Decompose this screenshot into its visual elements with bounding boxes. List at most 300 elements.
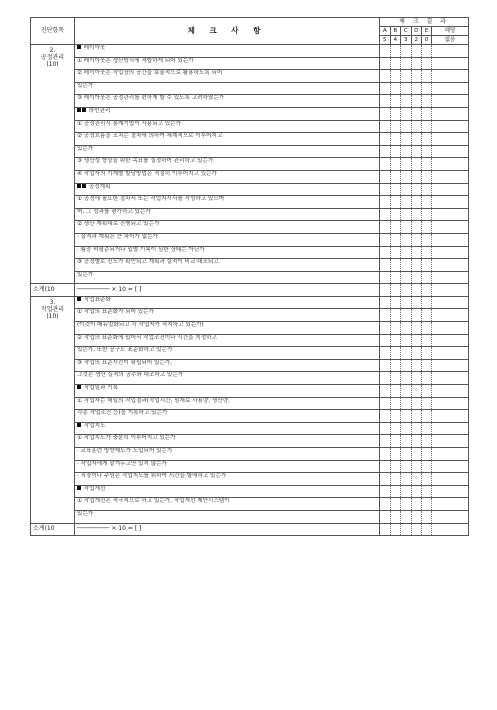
- subtotal-formula: ───────── × 10 = [ ]: [75, 284, 380, 297]
- check-cell[interactable]: [432, 170, 469, 183]
- check-cell[interactable]: [422, 473, 432, 486]
- section-field: [31, 45, 75, 284]
- subtotal-label: 소계(10: [31, 523, 75, 536]
- check-cell[interactable]: [390, 334, 401, 347]
- check-cell[interactable]: [432, 296, 469, 309]
- check-cell[interactable]: [422, 460, 432, 473]
- check-cell[interactable]: [432, 233, 469, 246]
- check-cell[interactable]: [422, 397, 432, 410]
- check-cell[interactable]: [422, 133, 432, 146]
- check-cell[interactable]: [380, 221, 391, 234]
- check-cell[interactable]: [390, 510, 401, 523]
- check-cell[interactable]: [411, 498, 422, 511]
- check-cell[interactable]: [432, 359, 469, 372]
- check-cell[interactable]: [422, 170, 432, 183]
- check-cell[interactable]: [411, 460, 422, 473]
- check-cell[interactable]: [401, 120, 412, 133]
- check-cell[interactable]: [390, 82, 401, 95]
- check-cell[interactable]: [432, 422, 469, 435]
- subtotal-label: 소계(10: [31, 284, 75, 297]
- checklist-row: [31, 259, 469, 272]
- check-cell[interactable]: [380, 70, 391, 83]
- check-cell[interactable]: [432, 246, 469, 259]
- check-cell[interactable]: [422, 95, 432, 108]
- check-cell[interactable]: [401, 410, 412, 423]
- checklist-item: [75, 221, 380, 234]
- check-cell[interactable]: [390, 435, 401, 448]
- check-cell[interactable]: [401, 347, 412, 360]
- checklist-item: [75, 322, 380, 335]
- check-cell[interactable]: [390, 196, 401, 209]
- checklist-item: [75, 196, 380, 209]
- check-cell[interactable]: [411, 523, 422, 536]
- check-cell[interactable]: [380, 133, 391, 146]
- check-cell[interactable]: [432, 183, 469, 196]
- check-cell[interactable]: [411, 133, 422, 146]
- bullet-square-icon: [82, 108, 86, 112]
- check-cell[interactable]: [380, 473, 391, 486]
- bullet-square-icon: [77, 385, 81, 389]
- check-cell[interactable]: [411, 170, 422, 183]
- check-cell[interactable]: [422, 271, 432, 284]
- check-cell[interactable]: [401, 284, 412, 297]
- check-cell[interactable]: [380, 233, 391, 246]
- check-cell[interactable]: [432, 448, 469, 461]
- check-cell[interactable]: [422, 385, 432, 398]
- check-cell[interactable]: [401, 422, 412, 435]
- check-cell[interactable]: [422, 284, 432, 297]
- check-cell[interactable]: [380, 485, 391, 498]
- check-cell[interactable]: [411, 372, 422, 385]
- check-cell[interactable]: [401, 359, 412, 372]
- check-cell[interactable]: [411, 221, 422, 234]
- check-cell[interactable]: [411, 82, 422, 95]
- check-cell[interactable]: [380, 385, 391, 398]
- check-cell[interactable]: [411, 233, 422, 246]
- check-cell[interactable]: [422, 309, 432, 322]
- check-cell[interactable]: [390, 397, 401, 410]
- check-cell[interactable]: [380, 448, 391, 461]
- check-cell[interactable]: [422, 45, 432, 58]
- checklist-item: [75, 259, 380, 272]
- check-cell[interactable]: [422, 372, 432, 385]
- check-cell[interactable]: [422, 448, 432, 461]
- check-cell[interactable]: [411, 422, 422, 435]
- check-cell[interactable]: [390, 448, 401, 461]
- check-cell[interactable]: [380, 422, 391, 435]
- check-cell[interactable]: [422, 485, 432, 498]
- check-cell[interactable]: [380, 347, 391, 360]
- item-text: 있는가: [77, 510, 94, 517]
- header-row-1: [31, 18, 469, 27]
- checklist-row: [31, 448, 469, 461]
- check-cell[interactable]: [432, 385, 469, 398]
- checklist-item: [75, 233, 380, 246]
- checklist-item: [75, 435, 380, 448]
- check-cell[interactable]: [380, 296, 391, 309]
- check-cell[interactable]: [411, 45, 422, 58]
- check-cell[interactable]: [390, 372, 401, 385]
- check-cell[interactable]: [432, 45, 469, 58]
- check-cell[interactable]: [390, 347, 401, 360]
- check-cell[interactable]: [432, 485, 469, 498]
- check-cell[interactable]: [422, 347, 432, 360]
- check-cell[interactable]: [390, 158, 401, 171]
- check-cell[interactable]: [401, 221, 412, 234]
- check-cell[interactable]: [432, 120, 469, 133]
- check-cell[interactable]: [411, 435, 422, 448]
- check-cell[interactable]: [390, 233, 401, 246]
- check-cell[interactable]: [380, 284, 391, 297]
- checklist-item: [75, 448, 380, 461]
- check-cell[interactable]: [411, 309, 422, 322]
- checklist-row: [31, 435, 469, 448]
- check-cell[interactable]: [380, 95, 391, 108]
- check-cell[interactable]: [411, 158, 422, 171]
- check-cell[interactable]: [422, 322, 432, 335]
- check-cell[interactable]: [401, 448, 412, 461]
- check-cell[interactable]: [401, 196, 412, 209]
- checklist-row: [31, 233, 469, 246]
- check-cell[interactable]: [411, 271, 422, 284]
- check-cell[interactable]: [422, 145, 432, 158]
- check-cell[interactable]: [390, 145, 401, 158]
- check-cell[interactable]: [422, 208, 432, 221]
- check-cell[interactable]: [432, 57, 469, 70]
- checklist-row: [31, 107, 469, 120]
- checklist-item: [75, 372, 380, 385]
- check-cell[interactable]: [401, 246, 412, 259]
- check-cell[interactable]: [380, 410, 391, 423]
- checklist-item: [75, 296, 380, 309]
- check-cell[interactable]: [380, 397, 391, 410]
- check-cell[interactable]: [432, 271, 469, 284]
- item-text: ② 공정흐름을 조치는 절차에 의하여 체계적으로 이루어지고: [77, 133, 223, 140]
- item-heading: 작업일과 기록: [82, 385, 118, 392]
- check-cell[interactable]: [411, 397, 422, 410]
- check-cell[interactable]: [411, 359, 422, 372]
- check-cell[interactable]: [380, 45, 391, 58]
- check-cell[interactable]: [401, 322, 412, 335]
- check-cell[interactable]: [390, 359, 401, 372]
- item-text: ① 작업자는 매일의 작업결과(작업시간, 원재료 사용량, 생산량,: [77, 397, 230, 404]
- check-cell[interactable]: [380, 120, 391, 133]
- checklist-row: [31, 145, 469, 158]
- checklist-item: [75, 397, 380, 410]
- check-cell[interactable]: [401, 485, 412, 498]
- item-text: 있는가: [77, 145, 94, 152]
- checklist-row: [31, 82, 469, 95]
- check-cell[interactable]: [411, 183, 422, 196]
- item-heading: 라인관리: [87, 107, 111, 114]
- check-cell[interactable]: [401, 208, 412, 221]
- check-cell[interactable]: [401, 145, 412, 158]
- checklist-item: [75, 271, 380, 284]
- check-cell[interactable]: [401, 385, 412, 398]
- check-cell[interactable]: [390, 284, 401, 297]
- check-cell[interactable]: [422, 435, 432, 448]
- check-cell[interactable]: [380, 57, 391, 70]
- check-cell[interactable]: [401, 523, 412, 536]
- check-cell[interactable]: [390, 221, 401, 234]
- check-cell[interactable]: [401, 133, 412, 146]
- check-cell[interactable]: [422, 334, 432, 347]
- checklist-item: [75, 57, 380, 70]
- check-cell[interactable]: [422, 246, 432, 259]
- check-cell[interactable]: [432, 410, 469, 423]
- check-cell[interactable]: [380, 246, 391, 259]
- check-cell[interactable]: [422, 158, 432, 171]
- checklist-row: [31, 45, 469, 58]
- check-cell[interactable]: [411, 485, 422, 498]
- check-cell[interactable]: [432, 82, 469, 95]
- checklist-item: [75, 510, 380, 523]
- item-text: 각종 작업조건 등)을 기록하고 있는가: [77, 410, 168, 417]
- checklist-item: [75, 359, 380, 372]
- check-cell[interactable]: [390, 385, 401, 398]
- checklist-row: [31, 246, 469, 259]
- checklist-item: [75, 120, 380, 133]
- check-cell[interactable]: [390, 485, 401, 498]
- item-text: ② 생산 계획대로 진행되고 있는가: [77, 221, 160, 228]
- check-cell[interactable]: [432, 221, 469, 234]
- check-cell[interactable]: [390, 246, 401, 259]
- check-cell[interactable]: [411, 410, 422, 423]
- check-cell[interactable]: [411, 196, 422, 209]
- section-field: [31, 296, 75, 523]
- bullet-square-icon: [82, 184, 86, 188]
- section-weight: (10): [46, 60, 59, 68]
- item-text: 있는가: [77, 82, 94, 89]
- checklist-item: [75, 208, 380, 221]
- check-cell[interactable]: [401, 473, 412, 486]
- check-cell[interactable]: [432, 284, 469, 297]
- check-cell[interactable]: [380, 82, 391, 95]
- check-cell[interactable]: [401, 372, 412, 385]
- check-cell[interactable]: [401, 45, 412, 58]
- check-cell[interactable]: [411, 246, 422, 259]
- check-cell[interactable]: [432, 133, 469, 146]
- check-cell[interactable]: [411, 296, 422, 309]
- section-weight: (10): [46, 312, 59, 320]
- check-cell[interactable]: [401, 435, 412, 448]
- bullet-square-icon: [77, 108, 81, 112]
- check-cell[interactable]: [380, 460, 391, 473]
- check-cell[interactable]: [411, 120, 422, 133]
- check-cell[interactable]: [401, 271, 412, 284]
- checklist-item: [75, 498, 380, 511]
- check-cell[interactable]: [422, 296, 432, 309]
- check-cell[interactable]: [432, 523, 469, 536]
- items-header: 체 크 사 항: [75, 18, 380, 45]
- check-cell[interactable]: [432, 435, 469, 448]
- check-cell[interactable]: [432, 473, 469, 486]
- check-cell[interactable]: [422, 120, 432, 133]
- check-cell[interactable]: [390, 95, 401, 108]
- check-cell[interactable]: [401, 95, 412, 108]
- check-cell[interactable]: [390, 120, 401, 133]
- check-cell[interactable]: [380, 183, 391, 196]
- check-cell[interactable]: [411, 95, 422, 108]
- check-cell[interactable]: [422, 233, 432, 246]
- check-cell[interactable]: [432, 259, 469, 272]
- check-cell[interactable]: [380, 170, 391, 183]
- check-cell[interactable]: [422, 82, 432, 95]
- check-cell[interactable]: [390, 309, 401, 322]
- check-cell[interactable]: [432, 196, 469, 209]
- check-cell[interactable]: [432, 145, 469, 158]
- check-cell[interactable]: [390, 422, 401, 435]
- check-cell[interactable]: [411, 510, 422, 523]
- check-cell[interactable]: [422, 259, 432, 272]
- check-cell[interactable]: [411, 385, 422, 398]
- check-cell[interactable]: [422, 498, 432, 511]
- check-cell[interactable]: [432, 347, 469, 360]
- field-header: 진단항목: [31, 18, 75, 45]
- check-cell[interactable]: [401, 309, 412, 322]
- check-cell[interactable]: [422, 359, 432, 372]
- check-cell[interactable]: [432, 322, 469, 335]
- check-cell[interactable]: [380, 498, 391, 511]
- check-cell[interactable]: [432, 334, 469, 347]
- check-cell[interactable]: [401, 510, 412, 523]
- item-text: ③ 생산성 향상을 위한 목표를 설정하여 관리하고 있는가: [77, 158, 214, 165]
- check-cell[interactable]: [411, 259, 422, 272]
- checklist-row: [31, 372, 469, 385]
- check-cell[interactable]: [401, 107, 412, 120]
- checklist-row: [31, 334, 469, 347]
- check-cell[interactable]: [411, 145, 422, 158]
- check-cell[interactable]: [401, 82, 412, 95]
- check-cell[interactable]: [380, 523, 391, 536]
- check-cell[interactable]: [411, 347, 422, 360]
- check-cell[interactable]: [401, 296, 412, 309]
- check-cell[interactable]: [401, 498, 412, 511]
- bullet-square-icon: [77, 297, 81, 301]
- check-cell[interactable]: [401, 397, 412, 410]
- check-cell[interactable]: [380, 208, 391, 221]
- check-cell[interactable]: [422, 183, 432, 196]
- check-cell[interactable]: [411, 473, 422, 486]
- check-cell[interactable]: [390, 183, 401, 196]
- check-cell[interactable]: [401, 183, 412, 196]
- check-cell[interactable]: [422, 57, 432, 70]
- check-cell[interactable]: [390, 460, 401, 473]
- check-cell[interactable]: [380, 145, 391, 158]
- check-cell[interactable]: [432, 70, 469, 83]
- check-cell[interactable]: [401, 170, 412, 183]
- check-cell[interactable]: [390, 133, 401, 146]
- check-cell[interactable]: [390, 498, 401, 511]
- check-cell[interactable]: [390, 473, 401, 486]
- check-cell[interactable]: [422, 410, 432, 423]
- check-cell[interactable]: [432, 309, 469, 322]
- check-cell[interactable]: [380, 107, 391, 120]
- check-cell[interactable]: [390, 208, 401, 221]
- check-cell[interactable]: [401, 57, 412, 70]
- check-cell[interactable]: [432, 208, 469, 221]
- item-text: ① 레이아웃은 생산방식에 적합하게 되어 있는가: [77, 57, 194, 64]
- check-cell[interactable]: [411, 284, 422, 297]
- check-cell[interactable]: [401, 233, 412, 246]
- checklist-row: [31, 57, 469, 70]
- check-cell[interactable]: [411, 334, 422, 347]
- check-cell[interactable]: [390, 70, 401, 83]
- check-cell[interactable]: [380, 372, 391, 385]
- check-cell[interactable]: [380, 435, 391, 448]
- check-cell[interactable]: [432, 372, 469, 385]
- check-cell[interactable]: [380, 271, 391, 284]
- check-cell[interactable]: [380, 309, 391, 322]
- check-cell[interactable]: [422, 70, 432, 83]
- check-cell[interactable]: [390, 271, 401, 284]
- check-cell[interactable]: [422, 510, 432, 523]
- check-cell[interactable]: [422, 523, 432, 536]
- check-cell[interactable]: [432, 158, 469, 171]
- check-cell[interactable]: [380, 359, 391, 372]
- check-cell[interactable]: [422, 196, 432, 209]
- check-cell[interactable]: [401, 70, 412, 83]
- check-cell[interactable]: [411, 107, 422, 120]
- checklist-item: [75, 334, 380, 347]
- check-cell[interactable]: [422, 221, 432, 234]
- check-cell[interactable]: [432, 95, 469, 108]
- check-cell[interactable]: [380, 334, 391, 347]
- bullet-square-icon: [77, 486, 81, 490]
- check-cell[interactable]: [422, 107, 432, 120]
- check-cell[interactable]: [432, 107, 469, 120]
- check-cell[interactable]: [390, 322, 401, 335]
- checklist-row: [31, 347, 469, 360]
- item-text: ② 작업의 표준화에 있어서 작업조건이나 시간을 지정하고: [77, 334, 217, 341]
- check-cell[interactable]: [411, 70, 422, 83]
- check-cell[interactable]: [390, 296, 401, 309]
- check-cell[interactable]: [390, 45, 401, 58]
- checklist-row: [31, 485, 469, 498]
- check-cell[interactable]: [411, 322, 422, 335]
- checklist-item: [75, 133, 380, 146]
- check-cell[interactable]: [432, 460, 469, 473]
- check-cell[interactable]: [411, 57, 422, 70]
- check-cell[interactable]: [390, 410, 401, 423]
- check-cell[interactable]: [380, 259, 391, 272]
- check-cell[interactable]: [432, 510, 469, 523]
- check-cell[interactable]: [401, 334, 412, 347]
- check-cell[interactable]: [380, 510, 391, 523]
- check-cell[interactable]: [380, 322, 391, 335]
- checklist-item: [75, 473, 380, 486]
- check-cell[interactable]: [401, 259, 412, 272]
- check-cell[interactable]: [390, 523, 401, 536]
- item-text: ① 작업개선은 적극적으로 하고 있는가, 작업개선 제안시스템이: [77, 498, 230, 505]
- check-cell[interactable]: [401, 158, 412, 171]
- check-cell[interactable]: [411, 208, 422, 221]
- check-cell[interactable]: [401, 460, 412, 473]
- item-text: 있는가: [77, 271, 94, 278]
- check-cell[interactable]: [422, 422, 432, 435]
- check-cell[interactable]: [390, 57, 401, 70]
- check-cell[interactable]: [380, 158, 391, 171]
- check-cell[interactable]: [390, 259, 401, 272]
- checklist-row: [31, 410, 469, 423]
- check-cell[interactable]: [432, 397, 469, 410]
- check-cell[interactable]: [380, 196, 391, 209]
- check-cell[interactable]: [390, 170, 401, 183]
- item-text: ② 레이아웃은 작업장의 공간을 효율적으로 활용하도록 되어: [77, 70, 223, 77]
- check-cell[interactable]: [432, 498, 469, 511]
- check-cell[interactable]: [390, 107, 401, 120]
- check-cell[interactable]: [411, 448, 422, 461]
